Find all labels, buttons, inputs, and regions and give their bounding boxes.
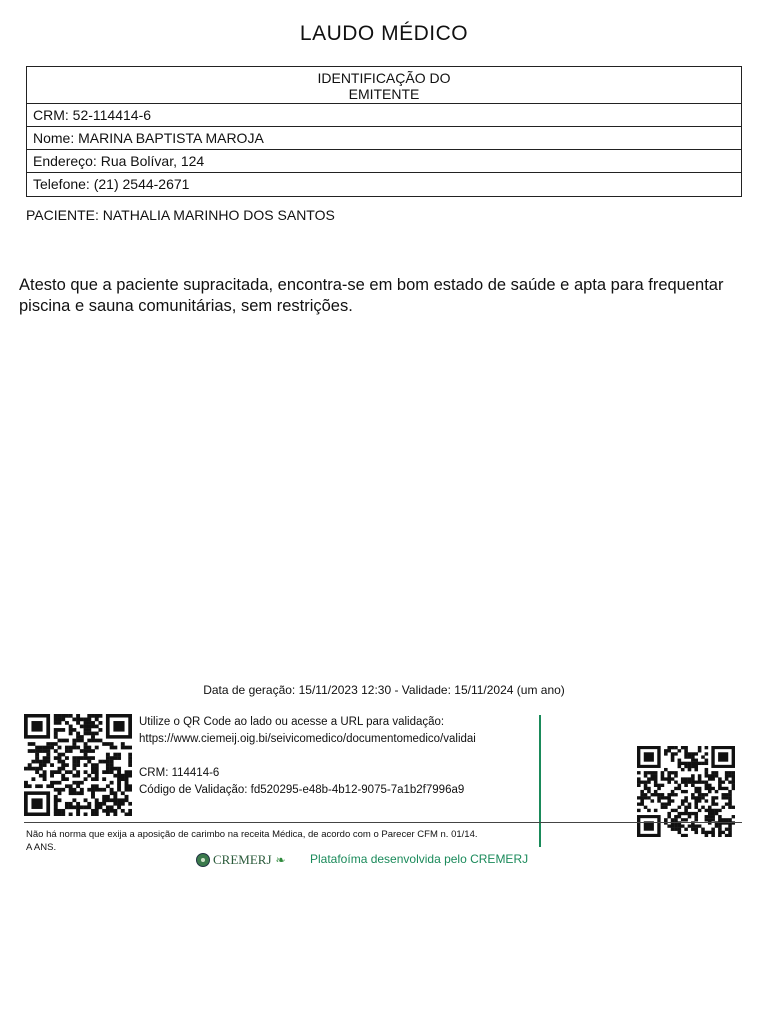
footnote <box>26 828 478 854</box>
document-title: LAUDO MÉDICO <box>299 22 469 45</box>
report-body: Atesto que a paciente supracitada, encontra-se em bom estado de saúde e apta para frequentar piscina e sauna comunitárias, sem restrições. <box>19 276 724 315</box>
validation-url[interactable]: https://www.ciemeij.oig.bi/seivicomedico/documentomedico/validai <box>139 733 476 745</box>
patient-line: PACIENTE: NATHALIA MARINHO DOS SANTOS <box>26 207 335 223</box>
figure-mark-icon: ❧ <box>275 852 286 867</box>
generation-date: Data de geração: 15/11/2023 12:30 - Validade: 15/11/2024 (um ano) <box>203 683 565 697</box>
footnote-line1: Não há norma que exija a aposição de carimbo na receita Médica, de acordo com o Parecer CFM n. 01/14. <box>26 829 478 840</box>
emitter-table <box>26 66 742 197</box>
qr-code-icon[interactable] <box>637 746 735 837</box>
qr-code-icon[interactable] <box>24 714 132 816</box>
emitter-phone: Telefone: (21) 2544-2671 <box>33 176 190 192</box>
platform-credit: Platafoíma desenvolvida pelo CREMERJ <box>310 852 529 866</box>
validation-instruction: Utilize o QR Code ao lado ou acesse a URL para validação: <box>139 716 445 728</box>
cremerj-seal-icon <box>196 853 210 867</box>
emitter-heading <box>27 67 741 104</box>
validation-code: Código de Validação: fd520295-e48b-4b12-9075-7a1b2f7996a9 <box>139 784 465 796</box>
emitter-name: Nome: MARINA BAPTISTA MAROJA <box>27 127 741 150</box>
validation-crm: CRM: 114414-6 <box>139 767 220 779</box>
validation-block <box>139 714 534 799</box>
cremerj-logo-text: CREMERJ <box>213 852 272 867</box>
footer-divider <box>24 822 742 823</box>
emitter-crm: CRM: 52-114414-6 <box>27 104 741 127</box>
emitter-heading-line2: EMITENTE <box>348 85 420 102</box>
footnote-line2: A ANS. <box>26 842 57 853</box>
emitter-address: Endereço: Rua Bolívar, 124 <box>27 150 741 173</box>
green-divider <box>539 715 541 847</box>
cremerj-logo <box>196 852 286 868</box>
emitter-heading-line1: IDENTIFICAÇÃO DO <box>317 69 451 86</box>
